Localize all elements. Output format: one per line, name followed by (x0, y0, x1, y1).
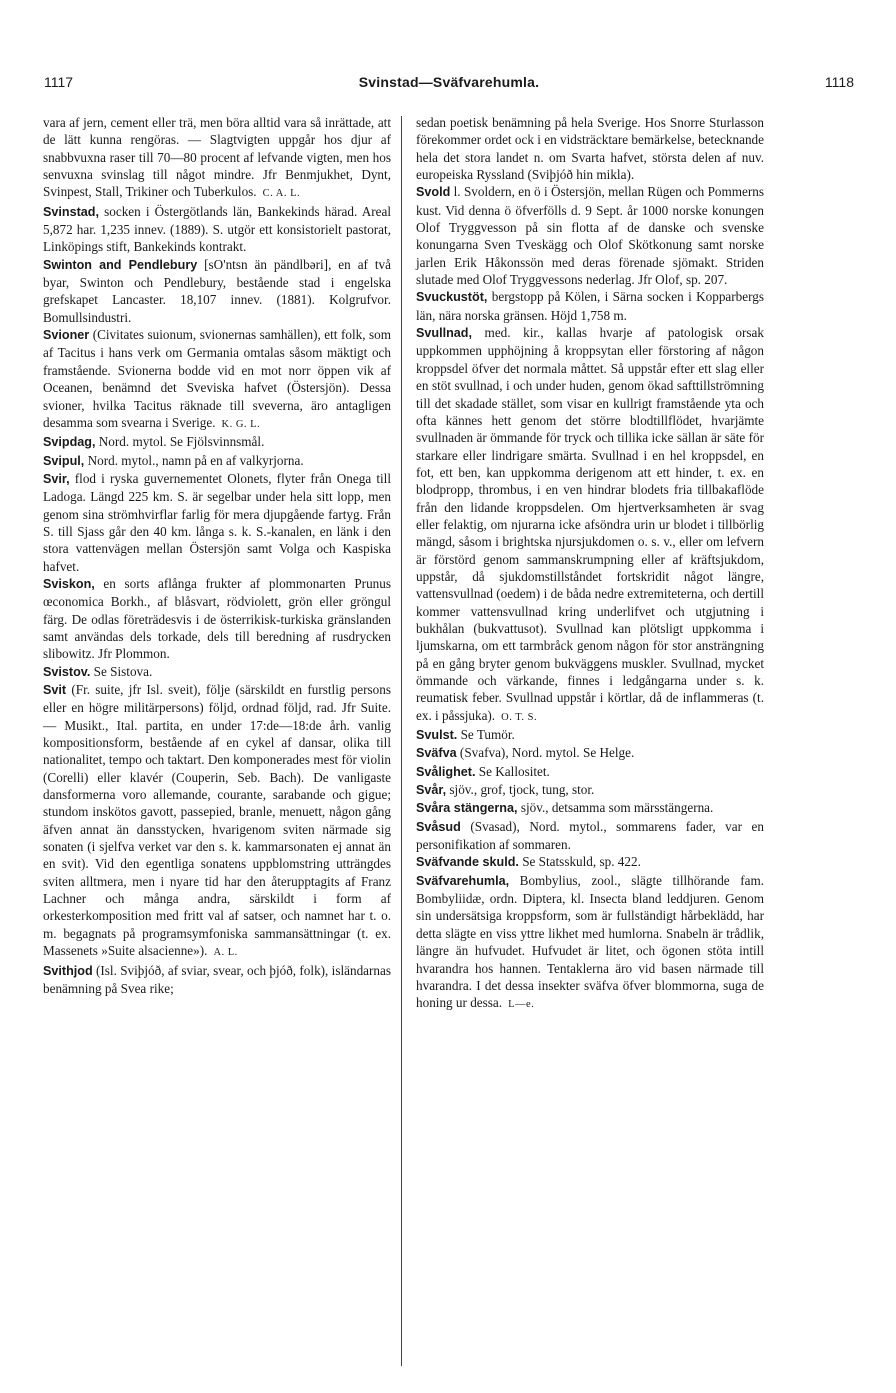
dictionary-entry (416, 799, 764, 817)
dictionary-entry (416, 781, 764, 799)
entry-headword: Svinstad, (43, 204, 99, 219)
column-divider (401, 116, 402, 1366)
entry-text: Nord. mytol., namn på en af valkyrjorna. (84, 452, 304, 468)
entry-text: Se Tumör. (457, 727, 515, 743)
left-column (43, 114, 391, 997)
entry-text: Se Statsskuld, sp. 422. (518, 854, 641, 870)
entry-headword: Svipdag, (43, 435, 96, 450)
entry-text: sedan poetisk benämning på hela Sverige. Hos Snorre Sturlasson förekommer ordet ock i en vidsträcktare bemärkelse, betecknande hela det stora landet n. om Svarta hafvet, största delen af nuv. europeiska Ryssland (Sviþjóð hin mikla). (416, 115, 764, 183)
entry-headword: Svuckustöt, (416, 290, 488, 305)
entry-text: (Civitates suionum, svionernas samhällen), ett folk, som af Tacitus i hans verk om Germania omtalas såsom mäktigt och framstående. Svionerna bodde vid en mot norr öppen vik af Oceanen, benämnd det Sveviska hafvet (Östersjön). Dessa svioner, hvilka Tacitus räknade till sveverna, äro antagligen desamma som svearna i Sverige. (43, 327, 391, 430)
entry-headword: Svåsud (416, 819, 461, 834)
entry-headword: Svithjod (43, 963, 93, 978)
entry-headword: Svistov. (43, 664, 91, 679)
dictionary-entry (43, 962, 391, 998)
entry-text: flod i ryska guvernementet Olonets, flyter från Onega till Ladoga. Längd 225 km. S. är segelbar under hela sitt lopp, men genom sina strömhvirflar farlig för mera djupgående fartyg. Från S. till Sjass går den 40 km. långa s. k. S.-kanalen, en länk i den stora vattenvägen mellan Östersjön samt Volga och Kaspiska hafvet. (43, 470, 391, 574)
author-signature: L—e. (508, 999, 535, 1011)
entry-headword: Svullnad, (416, 326, 472, 341)
entry-headword: Sviskon, (43, 576, 95, 591)
entry-text: sjöv., grof, tjock, tung, stor. (446, 782, 595, 798)
author-signature: C. A. L. (262, 188, 301, 200)
author-signature: A. L. (213, 947, 238, 959)
dictionary-entry (416, 114, 764, 183)
dictionary-entry (416, 183, 764, 288)
right-column (416, 114, 764, 1014)
dictionary-entry (416, 763, 764, 781)
entry-text: l. Svoldern, en ö i Östersjön, mellan Rügen och Pommerns kust. Vid denna ö öfverfölls d. 9 Sept. år 1000 norske konungen Olof Tryggvesson på sin flotta af de danske och svenske konungarna Sven Tveskägg och Olof Skötkonung samt norske jarlen Erik Håkonssön med deras förenade sjömakt. Striden slutade med Olof Tryggvessons nederlag. Jfr Olof, sp. 207. (416, 184, 764, 288)
dictionary-entry (43, 663, 391, 681)
dictionary-entry (416, 872, 764, 1014)
entry-text: bergstopp på Kölen, i Särna socken i Kopparbergs län, nära norska gränsen. Höjd 1,758 m. (416, 289, 764, 323)
dictionary-entry (43, 326, 391, 433)
entry-headword: Svår, (416, 783, 447, 798)
right-page-number: 1118 (824, 74, 854, 90)
dictionary-entry (43, 114, 391, 203)
dictionary-entry (43, 203, 391, 256)
dictionary-entry (416, 818, 764, 854)
dictionary-entry (416, 288, 764, 324)
entry-headword: Svulst. (416, 728, 458, 743)
running-title: Svinstad—Sväfvarehumla. (358, 74, 540, 90)
entry-text: Se Sistova. (90, 663, 153, 679)
entry-headword: Svold (416, 185, 451, 200)
entry-headword: Svir, (43, 471, 70, 486)
entry-text: med. kir., kallas hvarje af patologisk orsak uppkommen upphöjning å kroppsytan eller förstoring af någon kroppsdel öfver det normala måttet. Så uppstår efter ett slag eller en stöt svullnad, i och under huden, genom ökad safttillströmning till det skadade stället, som visar en kullrigt framstående yta och ofta kännes hett genom det större blodtillflödet, hvarjämte svullnaden är ömmande för tryck och tillika icke sällan är säte för starkare eller lindrigare smärta. Svullnad i en hel kroppsdel, en fot, ett ben, kan uppkomma derigenom att ett hinder, t. ex. en blodpropp, thrombus, i en ven hindrar blodets fria tillbakaflöde från den lidande kroppsdelen. Om hjertverksamheten är svag eller felaktig, om njurarna icke afsöndra urin ur blodet i tillbörlig mängd, såsom i brightska njursjukdomen o. s. v., eller om lefvern är förstörd genom sammanskrumpning eller af kräftsjukdom, uppstår, då sjukdomstillståndet fortskridit något längre, vattensvullnad (oedem) i de båda nedre extremiteterna, och dertill kommer vattensvullnad kring underlifvet och utgjutning i bukhålan (bukvattusot). Svullnad kan plötsligt uppkomma i ljumskarna, om ett tarmbråck genom någon för stor ansträngning på en gång bryter genom bukväggens muskler. Svullnad, mycket ömmande och värkande, finnes i ledgångarna under s. k. reumatisk feber. Svullnad uppstår i körtlar, då de inflammeras (t. ex. i påssjuka). (416, 325, 764, 723)
dictionary-entry (43, 470, 391, 575)
left-page-number: 1117 (44, 74, 74, 90)
entry-text: socken i Östergötlands län, Bankekinds härad. Areal 5,872 har. 1,235 innev. (1889). S. utgör ett konsistorielt pastorat, Linköpings stift, Bankekinds kontrakt. (43, 203, 391, 255)
dictionary-entry (43, 575, 391, 663)
dictionary-entry (416, 853, 764, 871)
entry-text: en sorts aflånga frukter af plommonarten Prunus œconomica Borkh., af blåsvart, rödviolett, grön eller gröngul färg. De odlas företrädesvis i de österrikisk-turkiska gränslanden samt användas dels torkade, dels till beredning af rusdrycken slibowitz. Jfr Plommon. (43, 575, 391, 662)
entry-text: (Fr. suite, jfr Isl. sveit), följe (särskildt en furstlig persons eller en högre militärpersons) följd, ordnad följd, rad. Jfr Suite. — Musikt., Ital. partita, en under 17:de—18:de årh. vanlig kompositionsform, bestående af en cykel af dansar, olika till nationalitet, tempo och taktart. Den komponerades mest för violin (Corelli) eller klavér (Couperin, Seb. Bach). De vanligaste dansformerna voro allemande, courante, sarabande och gigue; stundom inskötos gavott, passepied, branle, menuett, någon gång äfven annat än dansstycken, hvarigenom sviten närmade sig sonaten (i sjelfva verket var den s. k. kammarsonaten ej annat än en svit). Vid den egentliga sonatens uppblomstring utträngdes sviten alltmera, men i nyare tid har den återupptagits af Franz Lachner och många andra, särskildt i form af orkesterkomposition med fritt val af satser, och namnet har t. o. m. begagnats på programsymfoniska sammansättningar (t. ex. Massenets »Suite alsacienne»). (43, 682, 391, 959)
entry-headword: Svit (43, 683, 67, 697)
entry-text: [sO'ntsn än pändlbəri], en af två byar, Swinton och Pendlebury, bestående stad i engelska grefskapet Lancaster. 18,107 innev. (1881). Kolgrufvor. Bomullsindustri. (43, 256, 391, 325)
entry-headword: Sväfva (416, 746, 457, 761)
entry-headword: Sväfvarehumla, (416, 873, 510, 888)
entry-headword: Svåra stängerna, (416, 801, 518, 816)
dictionary-entry (416, 744, 764, 762)
dictionary-entry (416, 324, 764, 726)
entry-headword: Svioner (43, 328, 90, 343)
entry-text: Se Kallositet. (475, 763, 550, 779)
entry-text: (Svasad), Nord. mytol., sommarens fader, var en personifikation af sommaren. (416, 818, 764, 853)
dictionary-entry (43, 452, 391, 470)
entry-text: (Svafva), Nord. mytol. Se Helge. (456, 745, 635, 761)
entry-text: vara af jern, cement eller trä, men böra alltid vara så inrättade, att de lätt kunna rengöras. — Slagtvigten uppgår hos djur af snabbvuxna raser till 70—80 procent af lefvande vigten, men hos senvuxna svinslag till något mindre. Jfr Benmjukhet, Dynt, Svinpest, Stall, Trikiner och Tuberkulos. (43, 115, 391, 200)
entry-headword: Svipul, (43, 453, 85, 468)
entry-text: (Isl. Sviþjóð, af sviar, svear, och þjóð, folk), isländarnas benämning på Svea rike; (43, 962, 391, 996)
author-signature: K. G. L. (221, 418, 261, 430)
dictionary-entry (43, 256, 391, 326)
dictionary-entry (43, 433, 391, 451)
dictionary-entry (416, 726, 764, 744)
entry-headword: Swinton and Pendlebury (43, 257, 198, 272)
author-signature: O. T. S. (501, 711, 538, 723)
page-header (44, 74, 854, 94)
entry-text: Bombylius, zool., slägte tillhörande fam. Bombyliidæ, ordn. Diptera, kl. Insecta bland leddjuren. Genom sin undersätsiga kroppsform, som är fullständigt hårbeklädd, har detta slägte en viss yttre likhet med humlorna. Snabeln är trådlik, längre än hufvudet. Hufvudet är litet, och ögonen stöta intill hvarandra hos hannen. Tentaklerna äro vid basen närmade till hvarandra. I det dessa insekter sväfva öfver blommorna, suga de honing ur dessa. (416, 872, 764, 1011)
entry-headword: Sväfvande skuld. (416, 855, 519, 870)
dictionary-entry (43, 681, 391, 962)
entry-headword: Svålighet. (416, 764, 476, 779)
entry-text: Nord. mytol. Se Fjölsvinnsmål. (95, 434, 265, 450)
entry-text: sjöv., detsamma som märsstängerna. (517, 800, 714, 816)
